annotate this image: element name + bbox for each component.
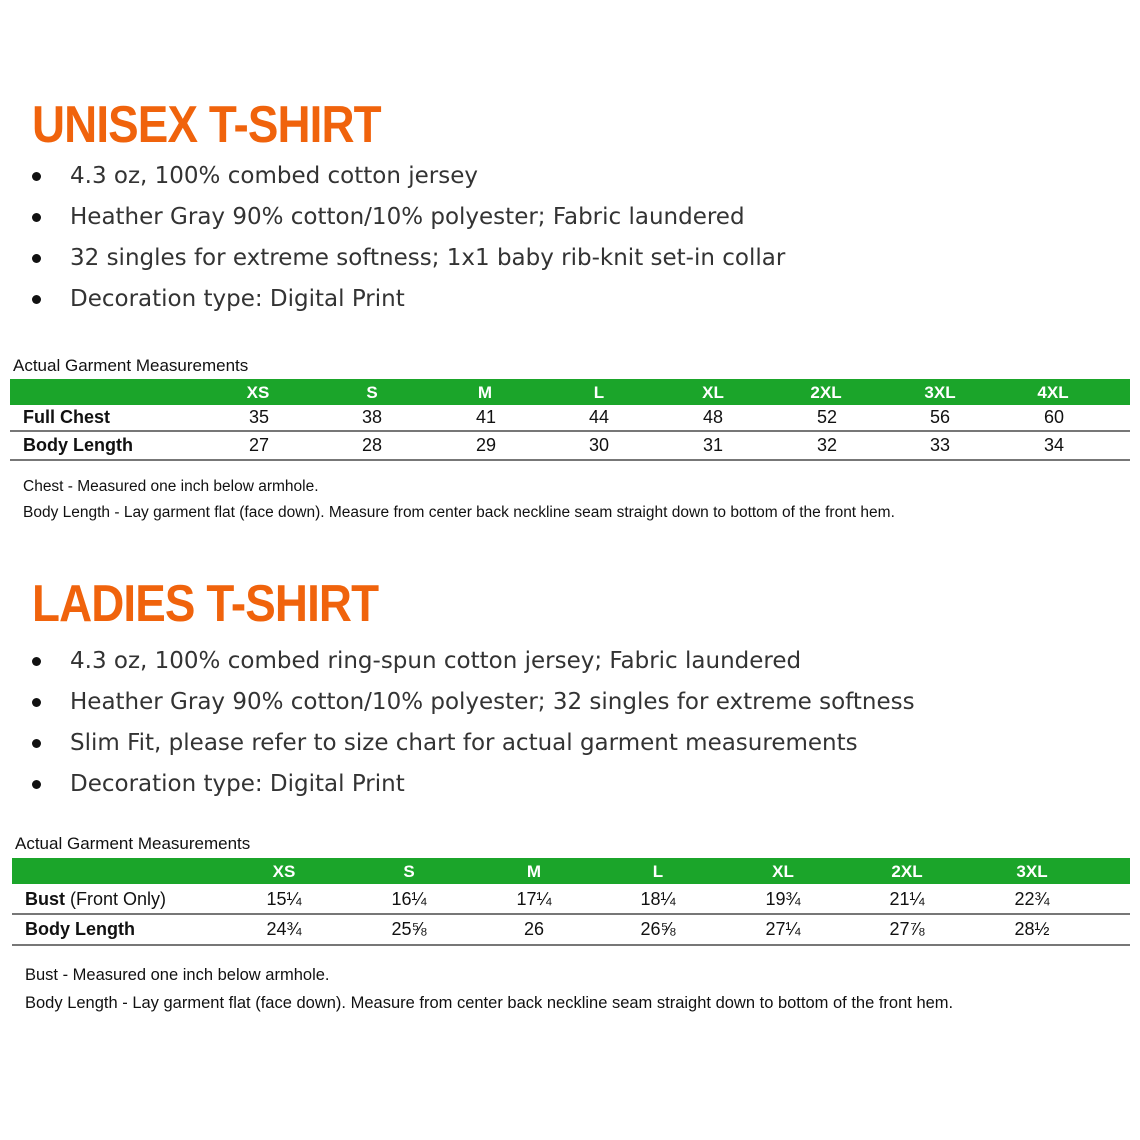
table-row [25, 886, 1130, 913]
table-cell: 26 [523, 919, 545, 939]
bullet-dot-icon [32, 739, 41, 748]
row-label: Body Length [25, 919, 135, 939]
measurement-note: Chest - Measured one inch below armhole. [23, 478, 319, 495]
table-cell: 26⅝ [640, 919, 676, 939]
table-cell: 24¾ [266, 919, 302, 939]
table-cell: 52 [816, 407, 838, 427]
ladies-table-caption: Actual Garment Measurements [15, 834, 251, 853]
feature-bullet: Decoration type: Digital Print [30, 279, 785, 320]
table-cell: 33 [929, 435, 951, 455]
table-cell: 27 [248, 435, 270, 455]
table-cell: 41 [475, 407, 497, 427]
feature-bullet: Slim Fit, please refer to size chart for actual garment measurements [30, 723, 915, 764]
table-cell: 17¼ [516, 889, 552, 909]
measurement-note: Bust - Measured one inch below armhole. [25, 966, 330, 984]
size-header-cell: 3XL [924, 383, 956, 402]
size-header-cell: 3XL [1016, 862, 1048, 881]
bullet-dot-icon [32, 657, 41, 666]
table-cell: 34 [1043, 435, 1065, 455]
table-cell: 38 [361, 407, 383, 427]
table-row [25, 916, 1130, 943]
size-header-cell: L [593, 383, 605, 402]
table-cell: 56 [929, 407, 951, 427]
table-cell: 29 [475, 435, 497, 455]
size-header-cell: 4XL [1037, 383, 1069, 402]
table-cell: 27⅞ [889, 919, 925, 939]
table-cell: 16¼ [391, 889, 427, 909]
feature-bullet: Decoration type: Digital Print [30, 764, 915, 805]
size-header-cell: S [403, 862, 415, 881]
table-cell: 18¼ [640, 889, 676, 909]
row-label: Body Length [23, 435, 133, 455]
table-cell: 32 [816, 435, 838, 455]
table-divider [12, 944, 1130, 946]
table-cell: 28½ [1014, 919, 1050, 939]
table-cell: 35 [248, 407, 270, 427]
measurement-note: Body Length - Lay garment flat (face down). Measure from center back neckline seam straight down to bottom of the front hem. [23, 504, 895, 521]
size-header-cell: XL [772, 862, 794, 881]
size-header-cell: M [477, 383, 493, 402]
size-header-cell: XL [702, 383, 724, 402]
row-label: Full Chest [23, 407, 111, 427]
size-header-cell: M [526, 862, 542, 881]
table-cell: 15¼ [266, 889, 302, 909]
bullet-dot-icon [32, 780, 41, 789]
ladies-size-header [12, 858, 1130, 884]
ladies-title: LADIES T-SHIRT [32, 575, 379, 633]
table-divider [12, 913, 1130, 915]
table-cell: 28 [361, 435, 383, 455]
table-cell: 19¾ [765, 889, 801, 909]
feature-bullet: 32 singles for extreme softness; 1x1 baby rib-knit set-in collar [30, 238, 785, 279]
size-header-cell: 2XL [891, 862, 923, 881]
table-cell: 21¼ [889, 889, 925, 909]
feature-bullet: Heather Gray 90% cotton/10% polyester; Fabric laundered [30, 197, 785, 238]
ladies-feature-list [30, 641, 915, 805]
feature-bullet: 4.3 oz, 100% combed cotton jersey [30, 156, 785, 197]
table-cell: 25⅝ [391, 919, 427, 939]
unisex-title: UNISEX T-SHIRT [32, 96, 381, 154]
table-cell: 60 [1043, 407, 1065, 427]
measurement-note: Body Length - Lay garment flat (face down). Measure from center back neckline seam straight down to bottom of the front hem. [25, 994, 954, 1012]
table-cell: 44 [588, 407, 610, 427]
size-header-cell: S [366, 383, 378, 402]
size-header-cell: XS [246, 383, 270, 402]
size-header-cell: L [652, 862, 664, 881]
row-label: Bust (Front Only) [25, 889, 167, 909]
table-cell: 48 [702, 407, 724, 427]
table-cell: 31 [702, 435, 724, 455]
feature-bullet: 4.3 oz, 100% combed ring-spun cotton jersey; Fabric laundered [30, 641, 915, 682]
feature-bullet: Heather Gray 90% cotton/10% polyester; 32 singles for extreme softness [30, 682, 915, 723]
unisex-table-caption: Actual Garment Measurements [13, 356, 249, 375]
table-cell: 22¾ [1014, 889, 1050, 909]
size-header-cell: XS [272, 862, 296, 881]
table-cell: 30 [588, 435, 610, 455]
table-cell: 27¼ [765, 919, 801, 939]
size-header-cell: 2XL [810, 383, 842, 402]
bullet-dot-icon [32, 698, 41, 707]
